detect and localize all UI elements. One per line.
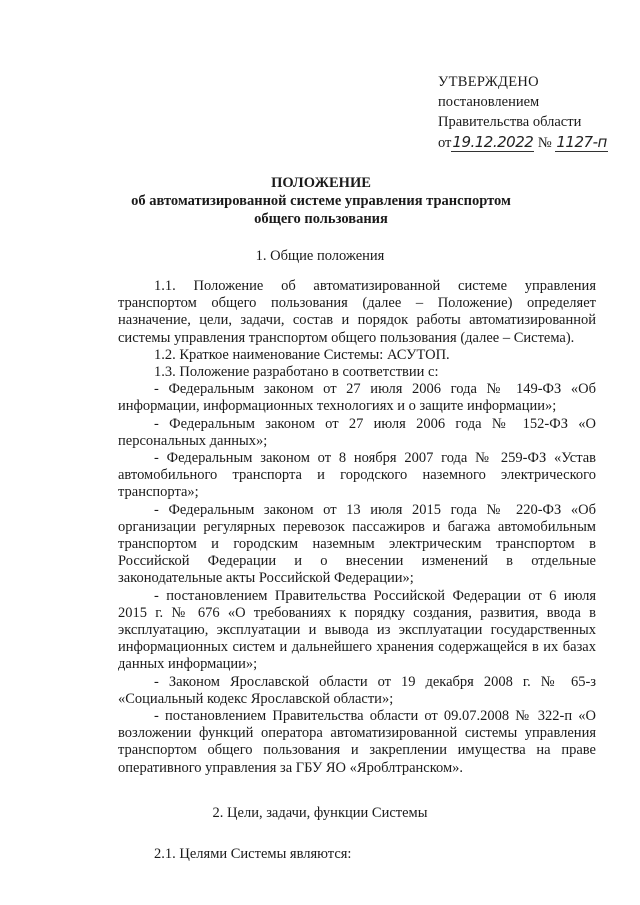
title-main: ПОЛОЖЕНИЕ [271, 175, 371, 191]
section-1-heading: 1. Общие положения [255, 248, 385, 264]
paragraph-1-1: 1.1. Положение об автоматизированной системе управления транспортом общего пользования (далее – Положение) определяет назначение, цели, задачи, состав и порядок работы автоматизированной системы управления транспортом общего пользования (далее – Система). [118, 278, 596, 346]
list-item-decree-322: - постановлением Правительства области от 09.07.2008 № 322-п «О возложении функций оператора автоматизированной системы управления транспортом общего пользования и закреплении имущества на праве оперативного управления за ГБУ ЯО «Яроблтранском». [118, 708, 596, 776]
title-subtitle: об автоматизированной системе управления транспортом общего пользования [131, 193, 511, 227]
section-2-heading: 2. Цели, задачи, функции Системы [212, 805, 428, 821]
paragraph-2-1: 2.1. Целями Системы являются: [154, 846, 352, 862]
document-title [120, 174, 522, 228]
approval-date-line [438, 132, 628, 153]
handwritten-number: 1127-п [556, 133, 607, 151]
approval-line-government: Правительства области [438, 114, 582, 130]
list-item-law-220: - Федеральным законом от 13 июля 2015 года № 220-ФЗ «Об организации регулярных перевозок пассажиров и багажа автомобильным транспортом и городским наземным электрическим транспортом в Российской Федерации и о внесении изменений в отдельные законодательные акты Российской Федерации»; [118, 501, 596, 587]
list-item-law-259: - Федеральным законом от 8 ноября 2007 года № 259-ФЗ «Устав автомобильного транспорта и городского наземного электрического транспорта»; [118, 450, 596, 501]
list-item-law-149: - Федеральным законом от 27 июля 2006 года № 149-ФЗ «Об информации, информационных технологиях и о защите информации»; [118, 381, 596, 415]
handwritten-date: 19.12.2022 [452, 133, 534, 151]
list-item-law-152: - Федеральным законом от 27 июля 2006 года № 152-ФЗ «О персональных данных»; [118, 415, 596, 449]
list-item-decree-676: - постановлением Правительства Российской Федерации от 6 июля 2015 г. № 676 «О требованиях к порядку создания, развития, ввода в эксплуатацию, эксплуатации и вывода из эксплуатации государственных информационных систем и дальнейшего хранения содержащейся в их базах данных информации»; [118, 587, 596, 673]
approval-line-decree: постановлением [438, 94, 540, 110]
date-prefix: от [438, 135, 452, 151]
paragraph-1-2: 1.2. Краткое наименование Системы: АСУТОП. [154, 346, 450, 363]
approval-heading: УТВЕРЖДЕНО [438, 74, 539, 90]
approval-stamp [438, 72, 628, 153]
paragraph-1-3: 1.3. Положение разработано в соответствии с: [154, 364, 439, 381]
section-1-body [118, 278, 596, 777]
number-prefix: № [537, 135, 552, 151]
list-item-law-65: - Законом Ярославской области от 19 декабря 2008 г. № 65-з «Социальный кодекс Ярославской области»; [118, 673, 596, 707]
